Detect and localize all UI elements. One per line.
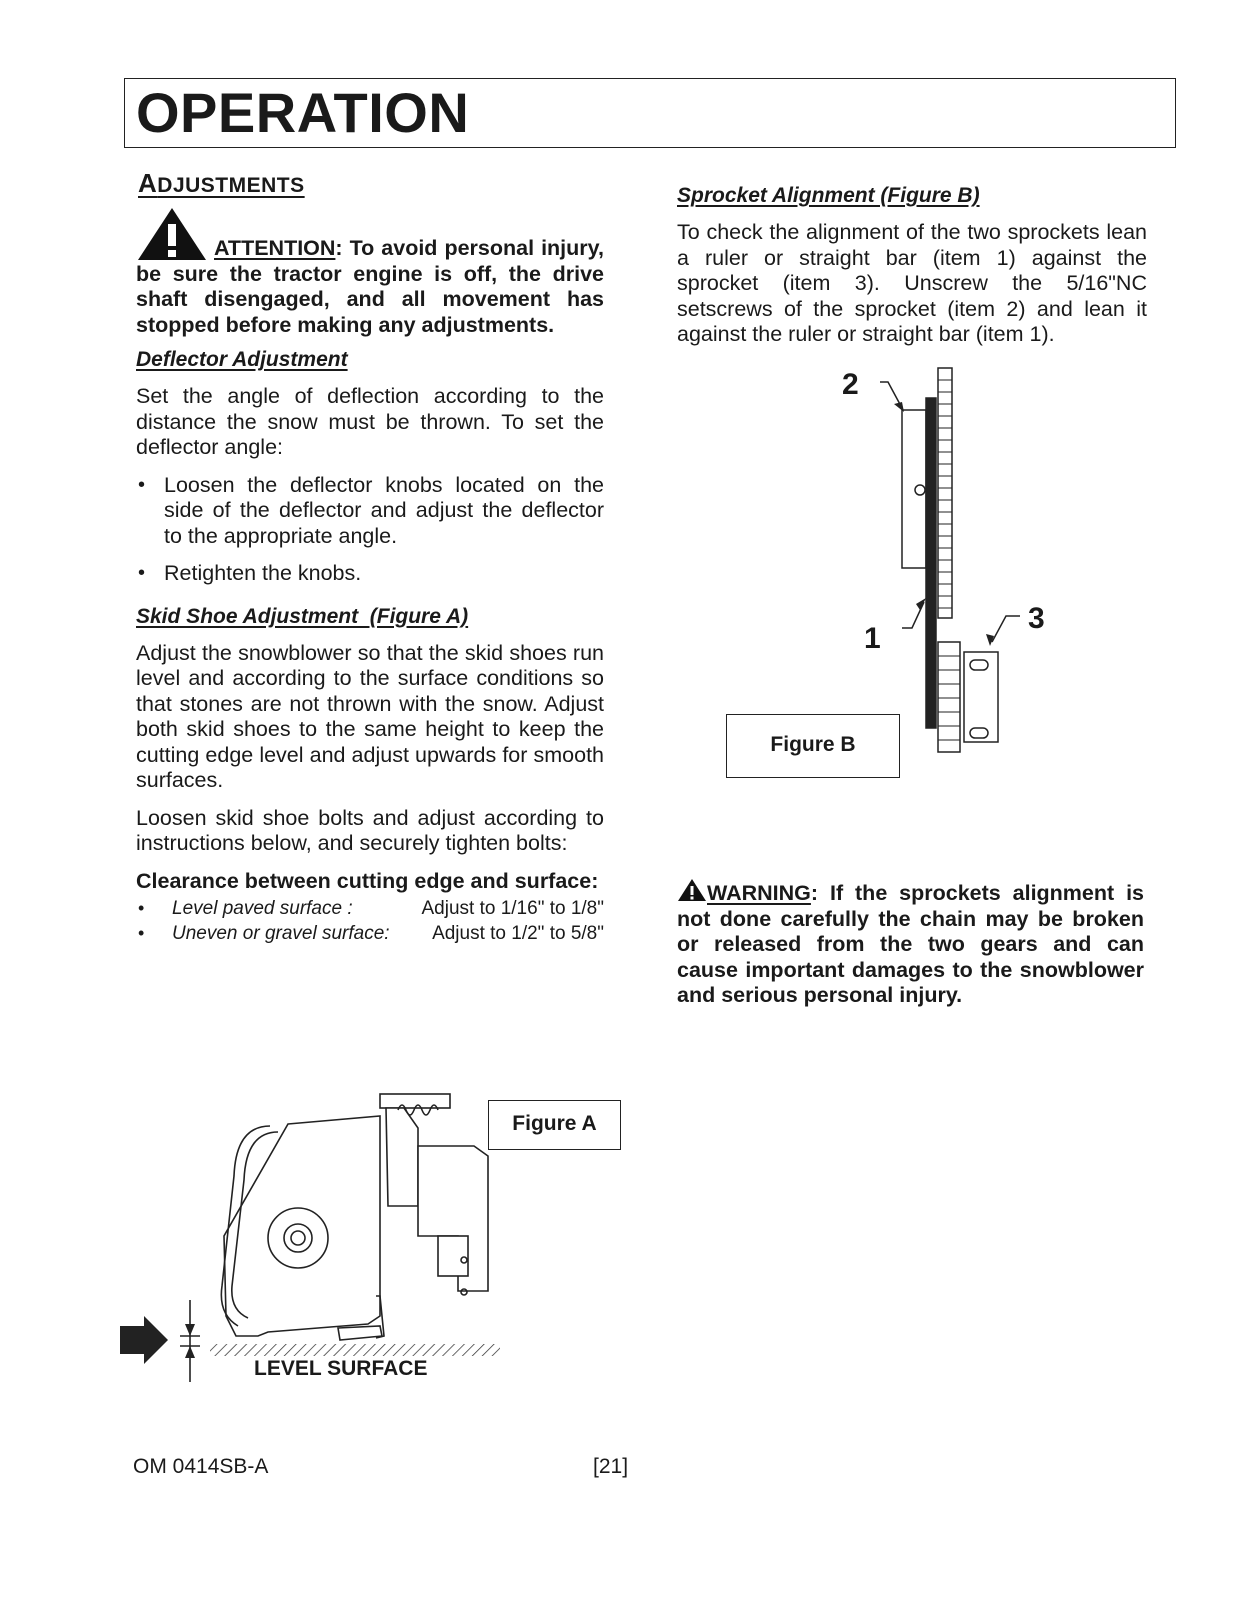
skid-paragraph-1: Adjust the snowblower so that the skid shoes run level and according to the surface conditions so that stones are not thrown with the snow. Adjust both skid shoes to the same height to keep the cutting edge level and adjust upwards for smooth surfaces. [136, 640, 604, 792]
level-surface-label: LEVEL SURFACE [254, 1357, 428, 1380]
clearance-value: Adjust to 1/2" to 5/8" [432, 923, 604, 944]
callout-1: 1 [864, 622, 881, 655]
clearance-surface: Level paved surface : [172, 898, 353, 919]
clearance-value: Adjust to 1/16" to 1/8" [421, 898, 604, 919]
deflector-intro: Set the angle of deflection according to the distance the snow must be thrown. To set the deflector angle: [136, 384, 604, 459]
sprocket-heading: Sprocket Alignment (Figure B) [677, 184, 980, 207]
skid-paragraph-2: Loosen skid shoe bolts and adjust according to instructions below, and securely tighten bolts: [136, 805, 604, 855]
warning-colon: : [810, 881, 819, 905]
warning-label: WARNING [707, 881, 811, 905]
warning-triangle-icon [136, 206, 208, 262]
sprocket-text: To check the alignment of the two sprockets lean a ruler or straight bar (item 1) against the sprocket (item 3). Unscrew the 5/16"NC setscrews of the sprocket (item 2) and lean it against the ruler or straight bar (item 1). [677, 220, 1147, 346]
list-item: • Retighten the knobs. [136, 561, 604, 587]
attention-label: ATTENTION [214, 236, 336, 260]
warning-notice [677, 878, 1144, 1009]
left-column [136, 206, 604, 946]
clearance-heading: Clearance between cutting edge and surface: [136, 868, 599, 893]
section-title [138, 168, 305, 199]
clearance-row-gravel [136, 921, 604, 946]
clearance-list [136, 896, 604, 946]
document-code: OM 0414SB-A [133, 1455, 269, 1478]
deflector-heading: Deflector Adjustment [136, 348, 348, 371]
deflector-steps [136, 473, 604, 587]
figure-a-diagram [118, 1086, 538, 1386]
callout-3: 3 [1028, 602, 1045, 635]
attention-colon: : [335, 236, 343, 260]
page-number: [21] [593, 1455, 629, 1478]
warning-triangle-icon [677, 878, 707, 902]
warning-text: If the sprockets alignment is not done carefully the chain may be broken or released from the two gears and can cause important damages to the snowblower and serious personal injury. [677, 881, 1144, 1007]
page-title: OPERATION [136, 81, 470, 144]
skid-heading: Skid Shoe Adjustment (Figure A) [136, 604, 469, 628]
figure-a-label: Figure A [488, 1100, 621, 1150]
attention-notice [136, 206, 604, 338]
list-item: • Loosen the deflector knobs located on the side of the deflector and adjust the deflector to the appropriate angle. [136, 473, 604, 550]
attention-text: To avoid personal injury, be sure the tractor engine is off, the drive shaft disengaged, and all movement has stopped before making any adjustments. [136, 236, 604, 337]
section-title-initial: A [138, 168, 158, 198]
figure-b-label: Figure B [726, 714, 900, 778]
clearance-surface: Uneven or gravel surface: [172, 923, 390, 944]
section-title-rest: DJUSTMENTS [157, 174, 305, 197]
callout-2: 2 [842, 368, 859, 401]
clearance-row-level [136, 896, 604, 921]
